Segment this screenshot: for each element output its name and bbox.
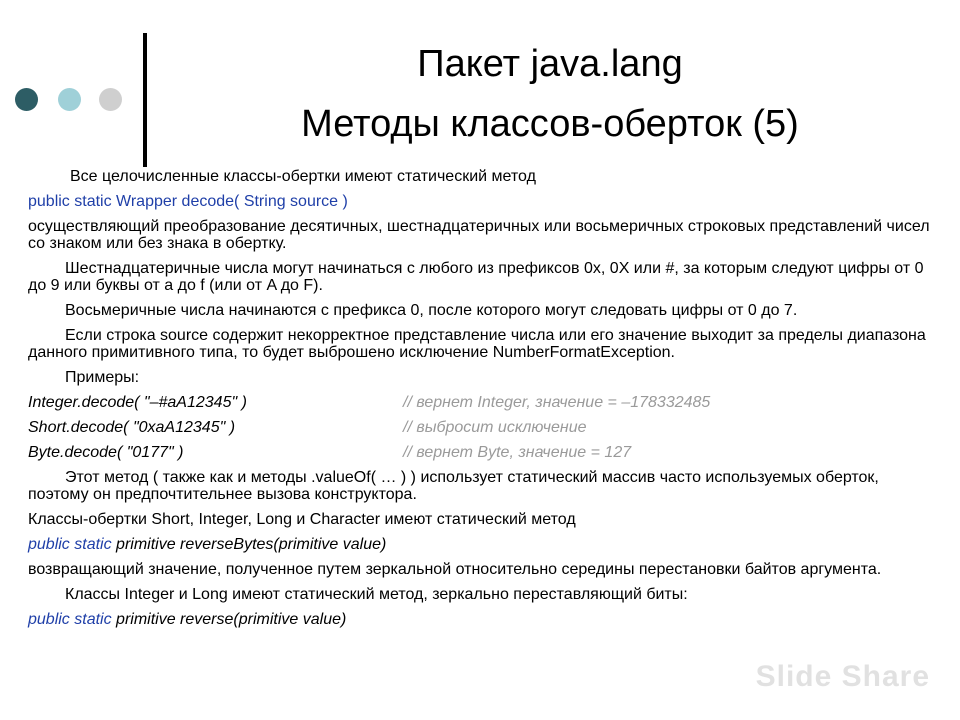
paragraph: Восьмеричные числа начинаются с префикса 0, после которого могут следовать цифры от 0 до 7. (65, 302, 798, 319)
title-divider (143, 33, 147, 167)
paragraph: Классы Integer и Long имеют статический метод, зеркально переставляющий биты: (65, 586, 688, 603)
example-code: Short.decode( "0xaA12345" ) (28, 419, 236, 436)
paragraph: Все целочисленные классы-обертки имеют статический метод (70, 168, 536, 185)
example-code: Integer.decode( "–#aA12345" ) (28, 394, 247, 411)
paragraph: Шестнадцатеричные числа могут начинаться с любого из префиксов 0x, 0X или #, за которым следуют цифры от 0 до 9 или буквы от a до f (или от A до F). (28, 260, 924, 294)
examples-heading: Примеры: (65, 369, 140, 386)
code-signature-reverse (28, 611, 933, 628)
example-comment: // вернет Byte, значение = 127 (403, 444, 632, 461)
signature-text: primitive reverse(primitive value) (111, 611, 347, 628)
watermark-logo: Slide Share (755, 660, 930, 693)
paragraph: Если строка source содержит некорректное представление числа или его значение выходит за пределы диапазона данного примитивного типа, то будет выброшено исключение NumberFormatException. (28, 327, 926, 361)
example-code: Byte.decode( "0177" ) (28, 444, 184, 461)
example-comment: // выбросит исключение (403, 419, 587, 436)
code-signature-reverse-bytes (28, 536, 933, 553)
keyword: public static (28, 611, 112, 628)
keyword: public static (28, 536, 112, 553)
example-comment: // вернет Integer, значение = –178332485 (403, 394, 711, 411)
decor-dot-light (58, 88, 81, 111)
decor-dot-dark (15, 88, 38, 111)
paragraph: возвращающий значение, полученное путем зеркальной относительно середины перестановки байтов аргумента. (28, 561, 882, 578)
slide-title-line2: Методы классов-оберток (5) (301, 103, 799, 145)
slide-title-line1: Пакет java.lang (417, 43, 683, 85)
code-signature-decode (28, 193, 933, 210)
signature-text: Wrapper decode( String source ) (111, 193, 348, 210)
example-row (28, 419, 933, 436)
decor-dot-gray (99, 88, 122, 111)
signature-text: primitive reverseBytes(primitive value) (111, 536, 387, 553)
paragraph: Классы-обертки Short, Integer, Long и Character имеют статический метод (28, 511, 576, 528)
paragraph: Этот метод ( также как и методы .valueOf( … ) ) использует статический массив часто используемых оберток, поэтому он предпочтительнее вызова конструктора. (28, 469, 879, 503)
example-row (28, 394, 933, 411)
keyword: public static (28, 193, 112, 210)
example-row (28, 444, 933, 461)
slide-body (28, 168, 933, 636)
paragraph: осуществляющий преобразование десятичных, шестнадцатеричных или восьмеричных строковых представлений чисел со знаком или без знака в обертку. (28, 218, 930, 252)
